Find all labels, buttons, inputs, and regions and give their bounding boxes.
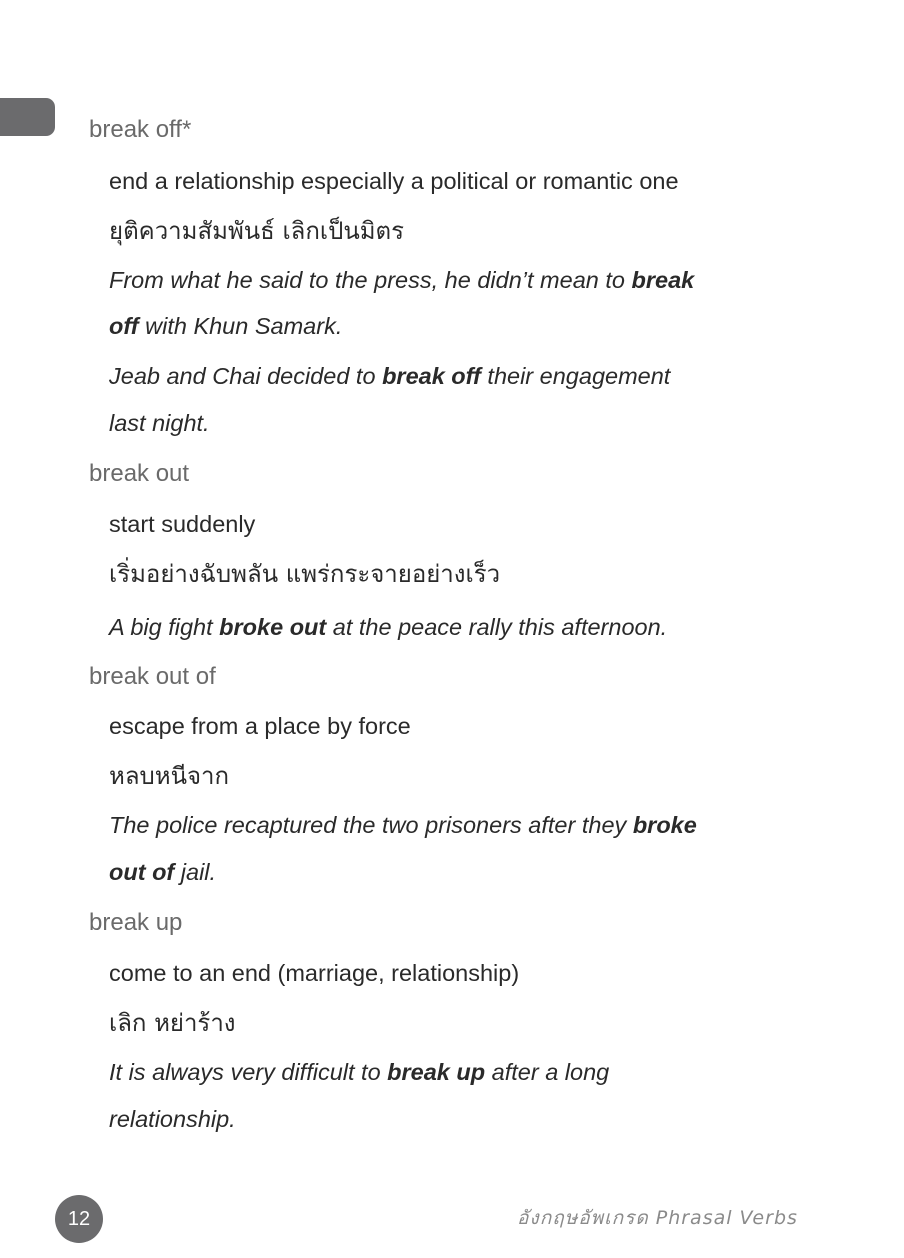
entry-thai: หลบหนีจาก	[109, 762, 230, 790]
example-phrase: break	[631, 267, 695, 293]
example-text: their engagement	[480, 363, 671, 389]
example-text: A big fight	[109, 614, 220, 640]
example-line	[109, 857, 216, 887]
entry-definition: start suddenly	[109, 511, 256, 537]
example-text: after a long	[485, 1059, 610, 1085]
example-text: at the peace rally this afternoon.	[326, 614, 668, 640]
entry-thai: ยุติความสัมพันธ์ เลิกเป็นมิตร	[109, 217, 405, 245]
example-phrase: broke	[632, 812, 697, 838]
example-line	[109, 1057, 609, 1087]
example-phrase: off	[109, 313, 139, 339]
example-line	[109, 265, 694, 295]
example-phrase: break up	[387, 1059, 486, 1085]
example-line	[109, 810, 697, 840]
example-line	[109, 361, 670, 391]
example-line	[109, 408, 210, 438]
entry-definition: escape from a place by force	[109, 713, 411, 739]
entry-term: break out of	[89, 663, 216, 690]
entry-thai: เลิก หย่าร้าง	[109, 1009, 236, 1037]
entry-term: break up	[89, 909, 183, 936]
example-line	[109, 612, 667, 642]
example-phrase: broke out	[219, 614, 327, 640]
example-phrase: out of	[109, 859, 175, 885]
entry-definition: end a relationship especially a political or romantic one	[109, 168, 679, 194]
example-text: last night.	[109, 410, 210, 436]
example-text: Jeab and Chai decided to	[109, 363, 383, 389]
example-text: The police recaptured the two prisoners after they	[109, 812, 633, 838]
entry-thai: เริ่มอย่างฉับพลัน แพร่กระจายอย่างเร็ว	[109, 560, 501, 588]
entry-term: break out	[89, 460, 190, 487]
example-text: relationship.	[109, 1106, 236, 1132]
example-line	[109, 311, 342, 341]
example-text: with Khun Samark.	[138, 313, 343, 339]
footer-book-title: อังกฤษอัพเกรด Phrasal Verbs	[517, 1207, 798, 1229]
example-phrase: break off	[382, 363, 481, 389]
page-number: 12	[55, 1195, 103, 1243]
example-text: jail.	[174, 859, 217, 885]
section-tab	[0, 98, 55, 136]
entry-term: break off*	[89, 116, 192, 143]
example-text: From what he said to the press, he didn’t mean to	[109, 267, 632, 293]
example-text: It is always very difficult to	[109, 1059, 388, 1085]
example-line	[109, 1104, 236, 1134]
entry-definition: come to an end (marriage, relationship)	[109, 960, 520, 986]
